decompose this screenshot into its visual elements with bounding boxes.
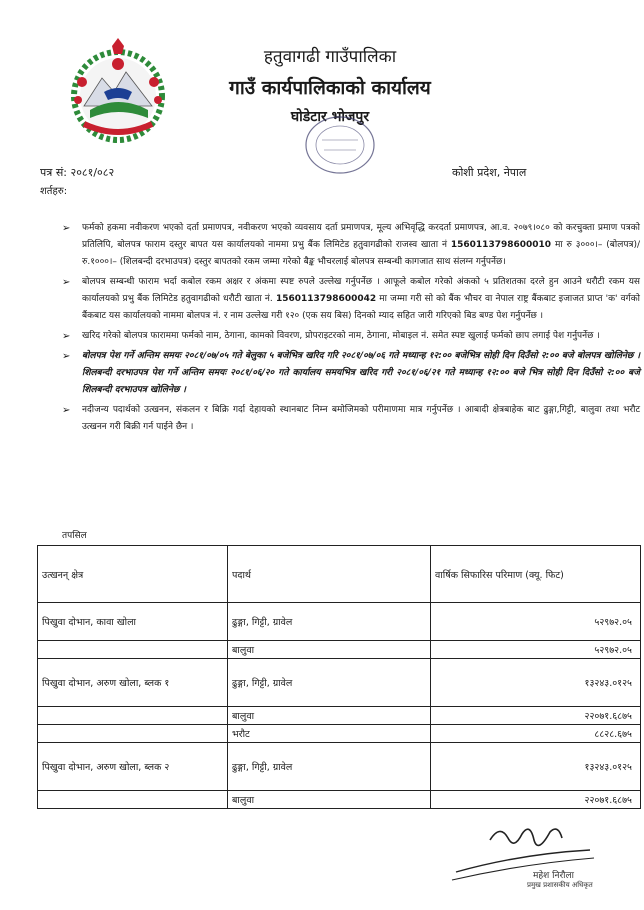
column-header-material: पदार्थ [228,546,431,603]
cell-area [38,791,228,809]
cell-quantity: १३२४३.०१२५ [431,743,641,791]
cell-area [38,707,228,725]
table-row [38,603,641,641]
deposit-account-number: 1560113798600042 [275,294,377,304]
cell-area: पिखुवा दोभान, कावा खोला [38,603,228,641]
signatory-title: प्रमुख प्रशासकीय अधिकृत [527,881,593,889]
signatory-name: महेश निरौला [533,871,574,881]
reference-label: पत्र सं: [40,166,67,179]
extraction-table [37,545,641,809]
signature-icon [450,820,600,890]
table-row [38,659,641,707]
term-item: ➢ खरिद गरेको बोलपत्र फाराममा फर्मको नाम, ठेगाना, कामको विवरण, प्रोपराइटरको नाम, ठेगाना, मोबाइल नं. समेत स्पष्ट खुलाई फर्मको छाप लगाई पेश गर्नुपर्नेछ । [62,328,640,345]
cell-quantity: ५२९७२.०५ [431,641,641,659]
cell-quantity: १३२४३.०१२५ [431,659,641,707]
cell-area [38,641,228,659]
cell-material: ढुङ्गा, गिट्टी, ग्रावेल [228,743,431,791]
cell-material: ढुङ्गा, गिट्टी, ग्रावेल [228,659,431,707]
arrow-bullet-icon: ➢ [62,405,71,416]
term-item: ➢ नदीजन्य पदार्थको उत्खनन, संकलन र बिक्रि गर्दा देहायको स्थानबाट निम्न बमोजिमको परीमाणमा मात्र गर्नुपर्नेछ । आबादी क्षेत्रबाहेक बाट ढुङ्गा,गिट्टी, बालुवा तथा भरौट उत्खनन गरी बिक्री गर्न पाईने छैन । [62,402,640,436]
table-header-row [38,546,641,603]
nepal-emblem-icon [62,36,174,148]
column-header-quantity: वार्षिक सिफारिस परिमाण (क्यू. फिट) [431,546,641,603]
office-stamp-icon [300,110,380,180]
cell-material: बालुवा [228,791,431,809]
table-row [38,743,641,791]
cell-quantity: ५२९७२.०५ [431,603,641,641]
terms-list [62,220,640,439]
arrow-bullet-icon: ➢ [62,331,71,342]
term-item-deadline: ➢ बोलपत्र पेश गर्ने अन्तिम समयः २०८१/०७/०५ गते बेलुका ५ बजेभित्र खरिद गरि २०८१/०७/०६ गते मध्यान्ह १२:०० बजेभित्र सोही दिन दिउँसो २:०० बजे बोलपत्र खोलिनेछ ।शिलबन्दी दरभाउपत्र पेश गर्ने अन्तिम समयः २०८१/०६/२० गते कार्यालय समयभित्र खरिद गरी २०८१/०६/२१ गते मध्यान्ह १२:०० बजे भित्र सोही दिन दिउँसो २:०० बजे शिलबन्दी दरभाउपत्र खोलिनेछ । [62,348,640,399]
term-item: ➢ बोलपत्र सम्बन्धी फाराम भर्दा कबोल रकम अक्षर र अंकमा स्पष्ट रुपले उल्लेख गर्नुपर्नेछ । आफूले कबोल गरेको अंकको ५ प्रतिशतका दरले हुन आउने धरौटी रकम यस कार्यालयको प्रभु बैंक लिमिटेड हतुवागढीको धरौटी खाता नं. 1560113798600042 मा जम्मा गरी सो को बैंक भौचर वा नेपाल राष्ट्र बैंकबाट इजाजत प्राप्त 'क' वर्गको बैंकबाट यस कार्यालयको नाममा बोलपत्र नं. र नाम उल्लेख गरी १२० (एक सय बिस) दिनको म्याद सहित जारी गरिएको बिड बण्ड पेश गर्नुपर्नेछ । [62,274,640,325]
table-row [38,791,641,809]
cell-material: भरौट [228,725,431,743]
term-item: ➢ फर्मको हकमा नवीकरण भएको दर्ता प्रमाणपत्र, नवीकरण भएको व्यवसाय दर्ता प्रमाणपत्र, मूल्य अभिवृद्धि करदर्ता प्रमाणपत्र, आ.व. २०७९।०८० को करचुक्ता प्रमाण पत्रको प्रतिलिपि, बोलपत्र फाराम दस्तुर बापत यस कार्यालयको नाममा प्रभु बैंक लिमिटेड हतुवागढीको राजस्व खाता नं 1560113798600010 मा रु ३०००।– (बोलपत्र)/ रु.१०००।– (शिलबन्दी दरभाउपत्र) दस्तुर बापतको रकम जम्मा गरेको बैङ्क भौचरलाई बोलपत्र सम्बन्धी कागजात साथ संलग्न गर्नुपर्नेछ। [62,220,640,271]
table-row [38,707,641,725]
terms-heading: शर्तहरु: [40,186,68,197]
cell-quantity: ८८२८.६७५ [431,725,641,743]
office-location: घोडेटार भोजपुर [290,109,370,125]
cell-material: ढुङ्गा, गिट्टी, ग्रावेल [228,603,431,641]
cell-area: पिखुवा दोभान, अरुण खोला, ब्लक २ [38,743,228,791]
cell-quantity: २२०७१.६८७५ [431,707,641,725]
reference-number [40,165,114,180]
revenue-account-number: 1560113798600010 [450,240,552,250]
column-header-area: उत्खनन् क्षेत्र [38,546,228,603]
office-name: गाउँ कार्यपालिकाको कार्यालय [229,77,431,99]
organization-name: हतुवागढी गाउँपालिका [263,47,397,67]
cell-quantity: २२०७१.६८७५ [431,791,641,809]
arrow-bullet-icon: ➢ [62,351,71,362]
cell-area [38,725,228,743]
arrow-bullet-icon: ➢ [62,223,71,234]
table-row [38,725,641,743]
cell-material: बालुवा [228,707,431,725]
cell-material: बालुवा [228,641,431,659]
reference-value: २०८१/०८२ [70,166,115,179]
province-address: कोशी प्रदेश, नेपाल [452,166,527,179]
cell-area: पिखुवा दोभान, अरुण खोला, ब्लक १ [38,659,228,707]
arrow-bullet-icon: ➢ [62,277,71,288]
table-row [38,641,641,659]
details-label: तपसिल [62,531,87,541]
